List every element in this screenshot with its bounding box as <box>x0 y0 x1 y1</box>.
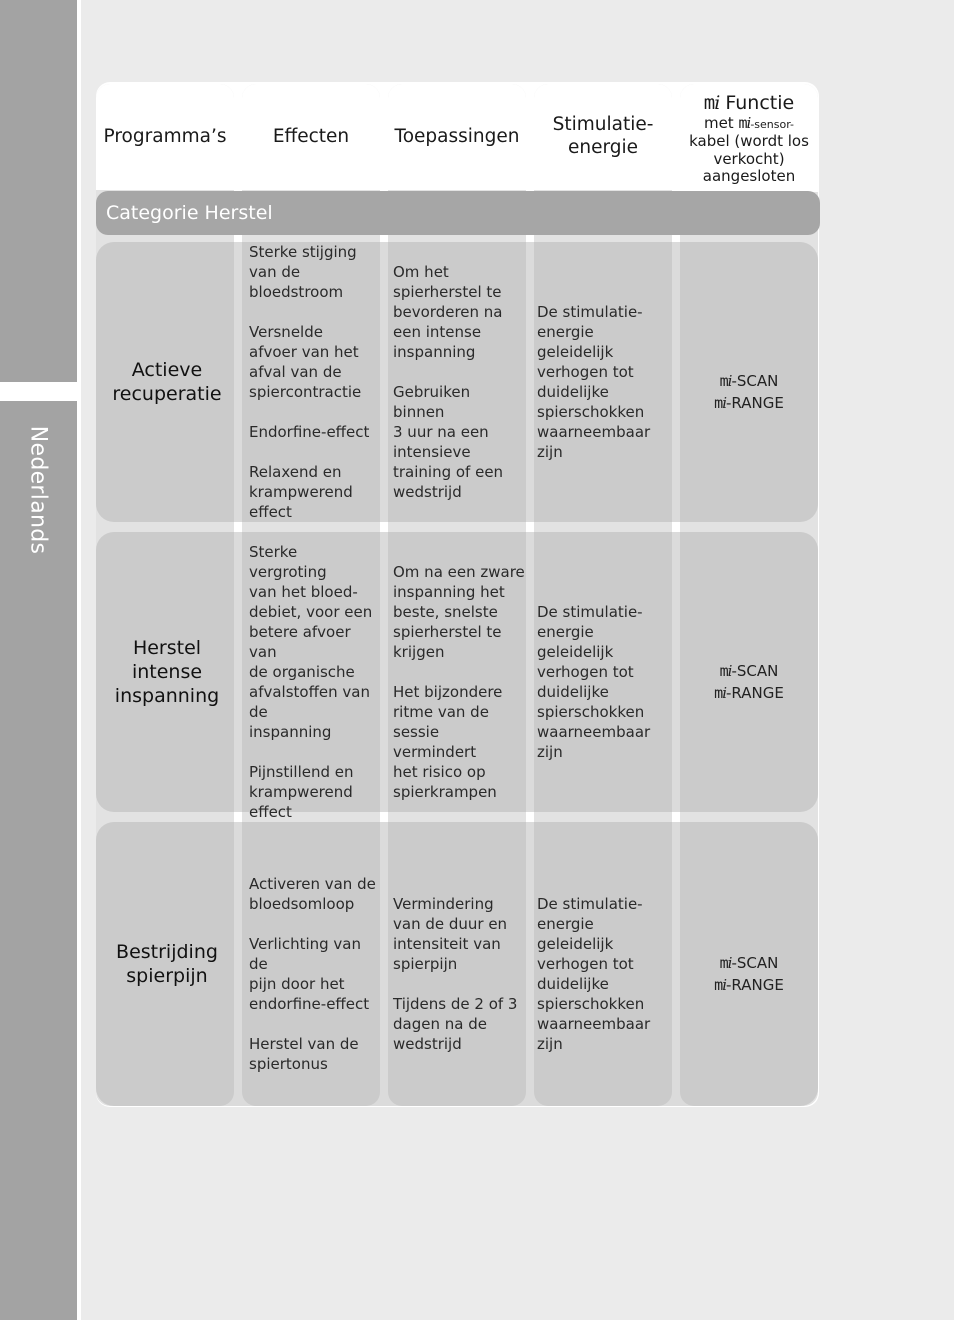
energy-cell: De stimulatie- energie geleidelijk verhogen tot duidelijke spierschokken waarneembaar zijn <box>537 895 651 1053</box>
effects-cell: Activeren van de bloedsomloop Verlichting van de pijn door het endorfine-effect Herstel van de spiertonus <box>249 875 376 1073</box>
mi-logo-icon: mi <box>714 394 727 412</box>
energy-cell: De stimulatie- energie geleidelijk verhogen tot duidelijke spierschokken waarneembaar zijn <box>537 303 651 461</box>
effects-cell: Sterke stijging van de bloedstroom Versnelde afvoer van het afval van de spiercontractie Endorfine-effect Relaxend en krampwerend effect <box>249 243 370 521</box>
header-effects: Effecten <box>242 84 380 190</box>
mi-logo-icon: mi <box>719 372 732 390</box>
applications-cell: Vermindering van de duur en intensiteit van spierpijn Tijdens de 2 of 3 dagen na de wedstrijd <box>393 895 518 1053</box>
side-tab-label: Nederlands <box>25 425 51 555</box>
header-mi-function: mi Functie met mi-sensor- kabel (wordt los verkocht) aangesloten <box>680 84 818 192</box>
program-name: Bestrijding spierpijn <box>116 941 218 987</box>
mi-logo-icon: mi <box>714 976 727 994</box>
mi-logo-icon: mi <box>714 684 727 702</box>
header-programs: Programma’s <box>96 84 234 190</box>
program-name: Herstel intense inspanning <box>114 637 220 707</box>
header-applications: Toepassingen <box>388 84 526 190</box>
mi-logo-icon: mi <box>719 662 732 680</box>
mi-logo-icon: mi <box>703 92 720 115</box>
energy-cell: De stimulatie- energie geleidelijk verhogen tot duidelijke spierschokken waarneembaar zijn <box>537 603 651 761</box>
program-name: Actieve recuperatie <box>112 359 222 405</box>
mi-logo-icon: mi <box>738 114 751 133</box>
header-energy: Stimulatie- energie <box>534 84 672 190</box>
side-tab-edge <box>77 0 81 1320</box>
mi-modules-cell: mi-SCAN mi-RANGE <box>714 954 784 994</box>
category-header: Categorie Herstel <box>96 191 820 235</box>
mi-logo-icon: mi <box>719 954 732 972</box>
applications-cell: Om na een zware inspanning het beste, snelste spierherstel te krijgen Het bijzondere ritme van de sessie vermindert het risico op spierkrampen <box>393 563 525 801</box>
side-tab-gap <box>0 382 77 401</box>
applications-cell: Om het spierherstel te bevorderen na een intense inspanning Gebruiken binnen 3 uur na een intensieve training of een wedstrijd <box>393 263 504 501</box>
mi-modules-cell: mi-SCAN mi-RANGE <box>714 372 784 412</box>
effects-cell: Sterke vergroting van het bloed- debiet, voor een betere afvoer van de organische afvalstoffen van de inspanning Pijnstillend en krampwerend effect <box>249 543 373 821</box>
mi-modules-cell: mi-SCAN mi-RANGE <box>714 662 784 702</box>
side-tab <box>0 0 77 1320</box>
